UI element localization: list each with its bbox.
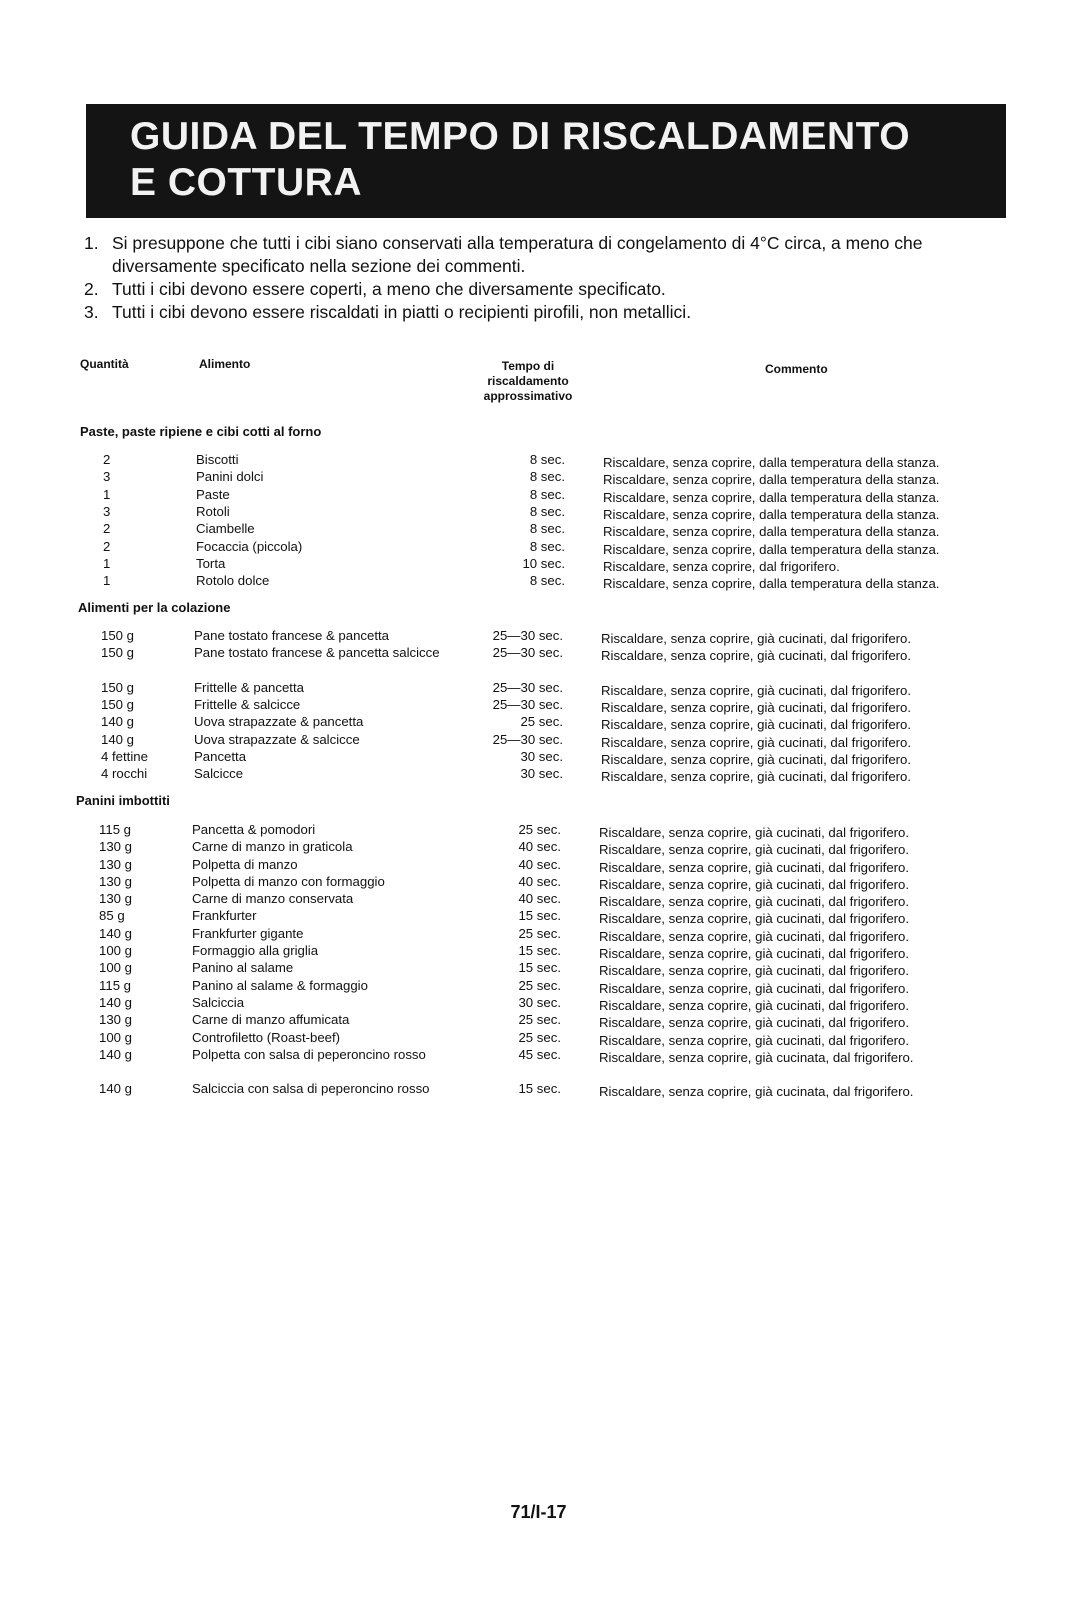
food-cell: Panini dolci <box>196 469 264 484</box>
time-cell: 15 sec. <box>518 1081 561 1096</box>
quantity-cell: 2 <box>103 521 111 536</box>
table-row <box>0 856 1077 873</box>
time-cell: 25—30 sec. <box>492 680 563 695</box>
quantity-cell: 1 <box>103 487 111 502</box>
food-cell: Paste <box>196 487 230 502</box>
food-cell: Pane tostato francese & pancetta salcicce <box>194 645 440 660</box>
food-cell: Carne di manzo affumicata <box>192 1012 350 1027</box>
quantity-cell: 150 g <box>101 697 135 712</box>
food-cell: Torta <box>196 556 226 571</box>
table-row <box>0 994 1077 1011</box>
time-cell: 8 sec. <box>529 487 565 502</box>
comment-cell: Riscaldare, senza coprire, già cucinati, dal frigorifero. <box>599 1033 910 1048</box>
food-cell: Controfiletto (Roast-beef) <box>192 1030 341 1045</box>
quantity-cell: 130 g <box>99 857 133 872</box>
note-number: 2. <box>84 279 99 299</box>
quantity-cell: 140 g <box>99 995 133 1010</box>
time-cell: 25 sec. <box>520 714 563 729</box>
food-cell: Biscotti <box>196 452 239 467</box>
quantity-cell: 85 g <box>99 908 125 923</box>
food-cell: Frittelle & salcicce <box>194 697 301 712</box>
comment-cell: Riscaldare, senza coprire, già cucinati, dal frigorifero. <box>599 877 910 892</box>
comment-cell: Riscaldare, senza coprire, dalla temperatura della stanza. <box>603 490 940 505</box>
quantity-cell: 100 g <box>99 1030 133 1045</box>
quantity-cell: 1 <box>103 556 111 571</box>
quantity-cell: 1 <box>103 573 111 588</box>
time-cell: 40 sec. <box>518 857 561 872</box>
time-cell: 25 sec. <box>518 926 561 941</box>
time-cell: 8 sec. <box>529 469 565 484</box>
notes-list <box>84 232 1024 324</box>
quantity-cell: 4 rocchi <box>101 766 148 781</box>
section-title: Panini imbottiti <box>76 793 170 808</box>
time-cell: 15 sec. <box>518 908 561 923</box>
comment-cell: Riscaldare, senza coprire, dalla temperatura della stanza. <box>603 524 940 539</box>
time-cell: 40 sec. <box>518 874 561 889</box>
comment-cell: Riscaldare, senza coprire, già cucinata, dal frigorifero. <box>599 1084 914 1099</box>
table-row <box>0 959 1077 976</box>
food-cell: Pane tostato francese & pancetta <box>194 628 390 643</box>
food-cell: Carne di manzo in graticola <box>192 839 353 854</box>
section-title: Paste, paste ripiene e cibi cotti al forno <box>80 424 322 439</box>
quantity-cell: 100 g <box>99 960 133 975</box>
food-cell: Uova strapazzate & pancetta <box>194 714 364 729</box>
note-text: Tutti i cibi devono essere riscaldati in piatti o recipienti pirofili, non metallici. <box>112 302 692 322</box>
table-row <box>0 572 1077 589</box>
quantity-cell: 3 <box>103 469 111 484</box>
time-cell: 25—30 sec. <box>492 732 563 747</box>
comment-cell: Riscaldare, senza coprire, dal frigorifero. <box>603 559 840 574</box>
comment-cell: Riscaldare, senza coprire, già cucinati, dal frigorifero. <box>601 700 912 715</box>
comment-cell: Riscaldare, senza coprire, già cucinati, dal frigorifero. <box>599 894 910 909</box>
table-row <box>0 890 1077 907</box>
time-cell: 8 sec. <box>529 504 565 519</box>
quantity-cell: 130 g <box>99 874 133 889</box>
quantity-cell: 115 g <box>99 978 132 993</box>
comment-cell: Riscaldare, senza coprire, già cucinati, dal frigorifero. <box>599 998 910 1013</box>
food-cell: Frankfurter gigante <box>192 926 304 941</box>
quantity-cell: 2 <box>103 452 111 467</box>
table-row <box>0 696 1077 713</box>
table-row <box>0 977 1077 994</box>
comment-cell: Riscaldare, senza coprire, già cucinati, dal frigorifero. <box>601 769 912 784</box>
food-cell: Salciccia con salsa di peperoncino rosso <box>192 1081 430 1096</box>
quantity-cell: 130 g <box>99 891 133 906</box>
table-row <box>0 748 1077 765</box>
comment-cell: Riscaldare, senza coprire, già cucinati, dal frigorifero. <box>601 648 912 663</box>
food-cell: Formaggio alla griglia <box>192 943 319 958</box>
time-cell: 15 sec. <box>518 943 561 958</box>
food-cell: Polpetta con salsa di peperoncino rosso <box>192 1047 426 1062</box>
comment-cell: Riscaldare, senza coprire, dalla temperatura della stanza. <box>603 472 940 487</box>
comment-cell: Riscaldare, senza coprire, già cucinati, dal frigorifero. <box>601 631 912 646</box>
quantity-cell: 140 g <box>101 714 135 729</box>
time-cell: 8 sec. <box>529 521 565 536</box>
time-cell: 25 sec. <box>518 822 561 837</box>
quantity-cell: 4 fettine <box>101 749 148 764</box>
table-row <box>0 555 1077 572</box>
time-cell: 25 sec. <box>518 1030 561 1045</box>
food-cell: Panino al salame <box>192 960 294 975</box>
table-row <box>0 765 1077 782</box>
quantity-cell: 140 g <box>99 1047 133 1062</box>
comment-cell: Riscaldare, senza coprire, già cucinati, dal frigorifero. <box>599 981 910 996</box>
quantity-cell: 115 g <box>99 822 132 837</box>
table-row <box>0 644 1077 678</box>
table-row <box>0 1046 1077 1080</box>
table-row <box>0 1029 1077 1046</box>
time-cell: 15 sec. <box>518 960 561 975</box>
table-row <box>0 503 1077 520</box>
time-cell: 25 sec. <box>518 978 561 993</box>
food-cell: Uova strapazzate & salcicce <box>194 732 360 747</box>
title-line-2: E COTTURA <box>130 161 362 204</box>
food-cell: Polpetta di manzo <box>192 857 298 872</box>
table-row <box>0 627 1077 644</box>
comment-cell: Riscaldare, senza coprire, già cucinati, dal frigorifero. <box>599 825 910 840</box>
time-cell: 8 sec. <box>529 539 565 554</box>
table-row <box>0 907 1077 924</box>
food-cell: Frankfurter <box>192 908 257 923</box>
comment-cell: Riscaldare, senza coprire, già cucinati, dal frigorifero. <box>599 946 910 961</box>
section-title: Alimenti per la colazione <box>78 600 231 615</box>
time-cell: 25—30 sec. <box>492 697 563 712</box>
comment-cell: Riscaldare, senza coprire, dalla temperatura della stanza. <box>603 455 940 470</box>
time-cell: 10 sec. <box>522 556 565 571</box>
comment-cell: Riscaldare, senza coprire, già cucinati, dal frigorifero. <box>599 911 910 926</box>
table-row <box>0 925 1077 942</box>
food-cell: Carne di manzo conservata <box>192 891 354 906</box>
comment-cell: Riscaldare, senza coprire, già cucinata, dal frigorifero. <box>599 1050 914 1065</box>
comment-cell: Riscaldare, senza coprire, già cucinati, dal frigorifero. <box>599 842 910 857</box>
food-cell: Polpetta di manzo con formaggio <box>192 874 385 889</box>
time-cell: 25—30 sec. <box>492 628 563 643</box>
quantity-cell: 3 <box>103 504 111 519</box>
time-cell: 45 sec. <box>518 1047 561 1062</box>
table-row <box>0 873 1077 890</box>
header-time: Tempo di riscaldamento approssimativo <box>483 359 573 403</box>
time-cell: 40 sec. <box>518 891 561 906</box>
food-cell: Rotoli <box>196 504 230 519</box>
quantity-cell: 100 g <box>99 943 133 958</box>
time-cell: 8 sec. <box>529 452 565 467</box>
quantity-cell: 150 g <box>101 680 135 695</box>
time-cell: 30 sec. <box>520 766 563 781</box>
comment-cell: Riscaldare, senza coprire, già cucinati, dal frigorifero. <box>599 929 910 944</box>
page-number: 71/I-17 <box>510 1502 567 1522</box>
food-cell: Focaccia (piccola) <box>196 539 303 554</box>
note-text: Si presuppone che tutti i cibi siano conservati alla temperatura di congelamento di 4°C circa, a meno che diversamente specificato nella sezione dei commenti. <box>112 233 923 276</box>
quantity-cell: 140 g <box>101 732 135 747</box>
table-row <box>0 942 1077 959</box>
title-line-1: GUIDA DEL TEMPO DI RISCALDAMENTO <box>130 115 911 158</box>
header-food: Alimento <box>199 357 251 371</box>
food-cell: Salcicce <box>194 766 244 781</box>
quantity-cell: 130 g <box>99 839 133 854</box>
table-row <box>0 821 1077 838</box>
table-row <box>0 731 1077 748</box>
note-number: 1. <box>84 233 99 253</box>
table-row <box>0 486 1077 503</box>
comment-cell: Riscaldare, senza coprire, già cucinati, dal frigorifero. <box>599 860 910 875</box>
table-row <box>0 468 1077 485</box>
table-row <box>0 1080 1077 1114</box>
food-cell: Rotolo dolce <box>196 573 270 588</box>
quantity-cell: 130 g <box>99 1012 133 1027</box>
table-row <box>0 451 1077 468</box>
time-cell: 30 sec. <box>520 749 563 764</box>
comment-cell: Riscaldare, senza coprire, dalla temperatura della stanza. <box>603 576 940 591</box>
header-comment: Commento <box>765 362 828 376</box>
quantity-cell: 140 g <box>99 926 133 941</box>
comment-cell: Riscaldare, senza coprire, già cucinati, dal frigorifero. <box>601 717 912 732</box>
food-cell: Ciambelle <box>196 521 255 536</box>
comment-cell: Riscaldare, senza coprire, già cucinati, dal frigorifero. <box>601 683 912 698</box>
time-cell: 25—30 sec. <box>492 645 563 660</box>
note-item <box>84 278 1024 301</box>
table-row <box>0 1011 1077 1028</box>
note-item <box>84 301 1024 324</box>
time-cell: 8 sec. <box>529 573 565 588</box>
table-row <box>0 679 1077 696</box>
quantity-cell: 150 g <box>101 645 135 660</box>
food-cell: Pancetta & pomodori <box>192 822 316 837</box>
time-cell: 30 sec. <box>518 995 561 1010</box>
note-number: 3. <box>84 302 99 322</box>
comment-cell: Riscaldare, senza coprire, dalla temperatura della stanza. <box>603 542 940 557</box>
note-item <box>84 232 1024 278</box>
food-cell: Frittelle & pancetta <box>194 680 304 695</box>
food-cell: Panino al salame & formaggio <box>192 978 368 993</box>
quantity-cell: 140 g <box>99 1081 133 1096</box>
quantity-cell: 2 <box>103 539 111 554</box>
table-row <box>0 520 1077 537</box>
comment-cell: Riscaldare, senza coprire, già cucinati, dal frigorifero. <box>599 963 910 978</box>
header-quantity: Quantità <box>80 357 129 371</box>
comment-cell: Riscaldare, senza coprire, dalla temperatura della stanza. <box>603 507 940 522</box>
food-cell: Pancetta <box>194 749 247 764</box>
comment-cell: Riscaldare, senza coprire, già cucinati, dal frigorifero. <box>601 752 912 767</box>
comment-cell: Riscaldare, senza coprire, già cucinati, dal frigorifero. <box>601 735 912 750</box>
food-cell: Salciccia <box>192 995 245 1010</box>
table-row <box>0 538 1077 555</box>
time-cell: 25 sec. <box>518 1012 561 1027</box>
title-banner <box>86 104 1006 218</box>
quantity-cell: 150 g <box>101 628 135 643</box>
note-text: Tutti i cibi devono essere coperti, a meno che diversamente specificato. <box>112 279 666 299</box>
table-row <box>0 838 1077 855</box>
comment-cell: Riscaldare, senza coprire, già cucinati, dal frigorifero. <box>599 1015 910 1030</box>
table-row <box>0 713 1077 730</box>
time-cell: 40 sec. <box>518 839 561 854</box>
